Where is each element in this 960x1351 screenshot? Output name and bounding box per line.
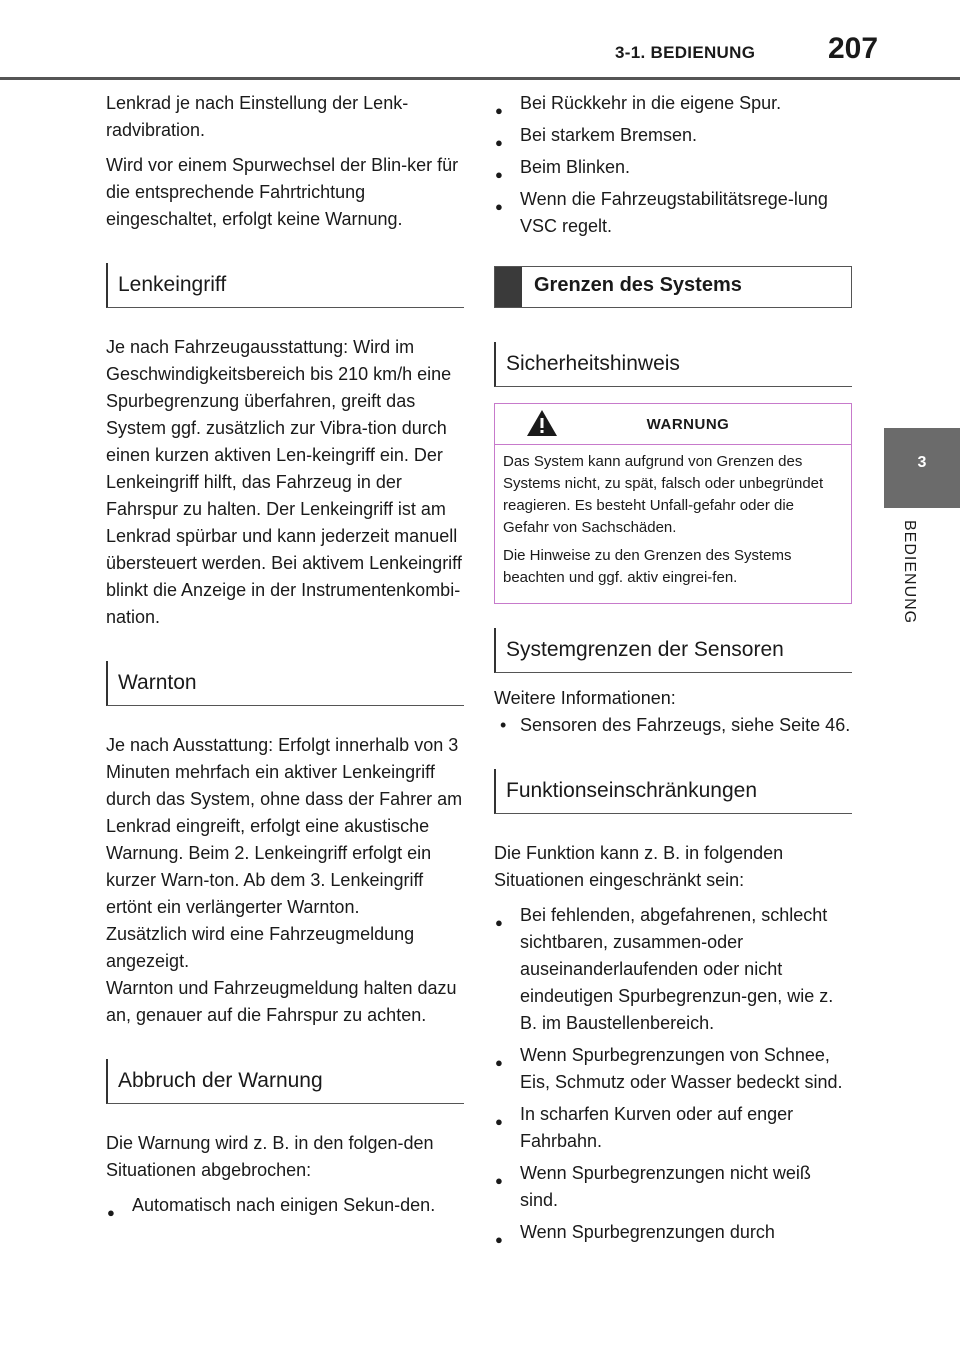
paragraph: Je nach Ausstattung: Erfolgt innerhalb von 3 Minuten mehrfach ein aktiver Lenkeingriff durch das System, ohne dass der Fahrer am Lenkrad eingreift, erfolgt eine akustische Warnung. Beim 2. Lenkeingriff erfolgt ein kurzer Warn-ton. Ab dem 3. Lenkeingriff ertönt ein verlängerter Warnton. xyxy=(106,735,463,917)
bullet-icon: ● xyxy=(495,1114,503,1129)
bullet-icon: ● xyxy=(495,199,503,214)
bullet-icon: ● xyxy=(495,135,503,150)
heading-lenkeingriff: Lenkeingriff xyxy=(106,263,464,308)
bullet-icon: ● xyxy=(495,1173,503,1188)
paragraph: Weitere Informationen: xyxy=(494,688,676,708)
list-item xyxy=(494,1042,852,1096)
list-item-text: Bei Rückkehr in die eigene Spur. xyxy=(520,93,782,113)
warning-text: Das System kann aufgrund von Grenzen des Systems nicht, zu spät, falsch oder unbegründet reagieren. Es besteht Unfall-gefahr oder die Gefahr von Sachschäden. xyxy=(503,453,824,536)
paragraph: Wird vor einem Spurwechsel der Blin-ker für die entsprechende Fahrtrichtung eingeschaltet, erfolgt keine Warnung. xyxy=(106,155,459,229)
chapter-number: 3 xyxy=(917,454,927,471)
warning-text: Die Hinweise zu den Grenzen des Systems beachten und ggf. aktiv eingrei-fen. xyxy=(503,547,792,586)
heading-funktion: Funktionseinschränkungen xyxy=(494,769,852,814)
list-item-text: Beim Blinken. xyxy=(520,157,631,177)
right-column xyxy=(494,90,852,1254)
left-column xyxy=(106,90,464,1227)
bullet-list xyxy=(494,902,852,1246)
list-item-text: Wenn Spurbegrenzungen von Schnee, Eis, Schmutz oder Wasser bedeckt sind. xyxy=(520,1045,843,1092)
list-item xyxy=(494,902,852,1037)
heading-warnton: Warnton xyxy=(106,661,464,706)
list-item-text: Wenn Spurbegrenzungen nicht weiß sind. xyxy=(520,1163,811,1210)
bullet-icon: ● xyxy=(107,1205,115,1220)
list-item xyxy=(494,90,852,117)
paragraph: Zusätzlich wird eine Fahrzeugmeldung angezeigt. xyxy=(106,924,415,971)
heading-text: Grenzen des Systems xyxy=(534,274,742,296)
warning-box xyxy=(494,403,852,604)
list-item xyxy=(494,186,852,240)
chapter-tab xyxy=(884,428,960,508)
warning-body xyxy=(495,445,851,603)
list-item-text: In scharfen Kurven oder auf enger Fahrbahn. xyxy=(520,1104,794,1151)
list-item xyxy=(494,122,852,149)
list-item-text: Wenn Spurbegrenzungen durch xyxy=(520,1222,775,1242)
list-item-text: Bei starkem Bremsen. xyxy=(520,125,698,145)
list-item-text: Wenn die Fahrzeugstabilitätsrege-lung VSC regelt. xyxy=(520,189,828,236)
page-number: 207 xyxy=(828,32,879,65)
dash-list xyxy=(494,712,852,739)
heading-sensoren: Systemgrenzen der Sensoren xyxy=(494,628,852,673)
paragraph: Je nach Fahrzeugausstattung: Wird im Geschwindigkeitsbereich bis 210 km/h eine Spurbegrenzung überfahren, greift das System ggf. zusätzlich zur Vibra-tion durch einen kurzen aktiven Len-keingriff ein. Der Lenkeingriff hilft, das Fahrzeug in der Fahrspur zu halten. Der Lenkeingriff ist am Lenkrad spürbar und kann jederzeit manuell übersteuert werden. Bei aktivem Lenkeingriff blinkt die Anzeige in der Instrumentenkombi-nation. xyxy=(106,337,462,627)
bullet-icon: ● xyxy=(495,1232,503,1247)
heading-abbruch: Abbruch der Warnung xyxy=(106,1059,464,1104)
header-divider xyxy=(0,77,960,80)
paragraph: Lenkrad je nach Einstellung der Lenk-radvibration. xyxy=(106,93,409,140)
paragraph: Warnton und Fahrzeugmeldung halten dazu an, genauer auf die Fahrspur zu achten. xyxy=(106,978,457,1025)
heading-grenzen xyxy=(494,266,852,308)
list-item xyxy=(494,1160,852,1214)
heading-bar xyxy=(495,267,522,307)
bullet-icon: ● xyxy=(495,1055,503,1070)
warning-icon xyxy=(525,408,559,438)
bullet-icon: ● xyxy=(495,103,503,118)
warning-title: WARNUNG xyxy=(646,415,730,433)
bullet-icon: ● xyxy=(495,915,503,930)
list-item xyxy=(494,712,852,739)
warning-header xyxy=(495,404,851,445)
section-title: 3-1. BEDIENUNG xyxy=(615,43,756,62)
list-item-text: Automatisch nach einigen Sekun-den. xyxy=(132,1195,436,1215)
bullet-icon: ● xyxy=(495,167,503,182)
bullet-list xyxy=(494,90,852,240)
list-item xyxy=(494,1219,852,1246)
heading-sicherheit: Sicherheitshinweis xyxy=(494,342,852,387)
list-item xyxy=(494,1101,852,1155)
list-item-text: Sensoren des Fahrzeugs, siehe Seite 46. xyxy=(520,715,851,735)
list-item xyxy=(106,1192,464,1219)
paragraph: Die Funktion kann z. B. in folgenden Situationen eingeschränkt sein: xyxy=(494,843,784,890)
bullet-list xyxy=(106,1192,464,1219)
bullet-icon: • xyxy=(500,715,507,735)
chapter-label: BEDIENUNG xyxy=(901,520,918,625)
list-item-text: Bei fehlenden, abgefahrenen, schlecht sichtbaren, zusammen-oder auseinanderlaufenden oder nicht eindeutigen Spurbegrenzun-gen, wie z. B. im Baustellenbereich. xyxy=(520,905,834,1033)
list-item xyxy=(494,154,852,181)
paragraph: Die Warnung wird z. B. in den folgen-den Situationen abgebrochen: xyxy=(106,1133,434,1180)
